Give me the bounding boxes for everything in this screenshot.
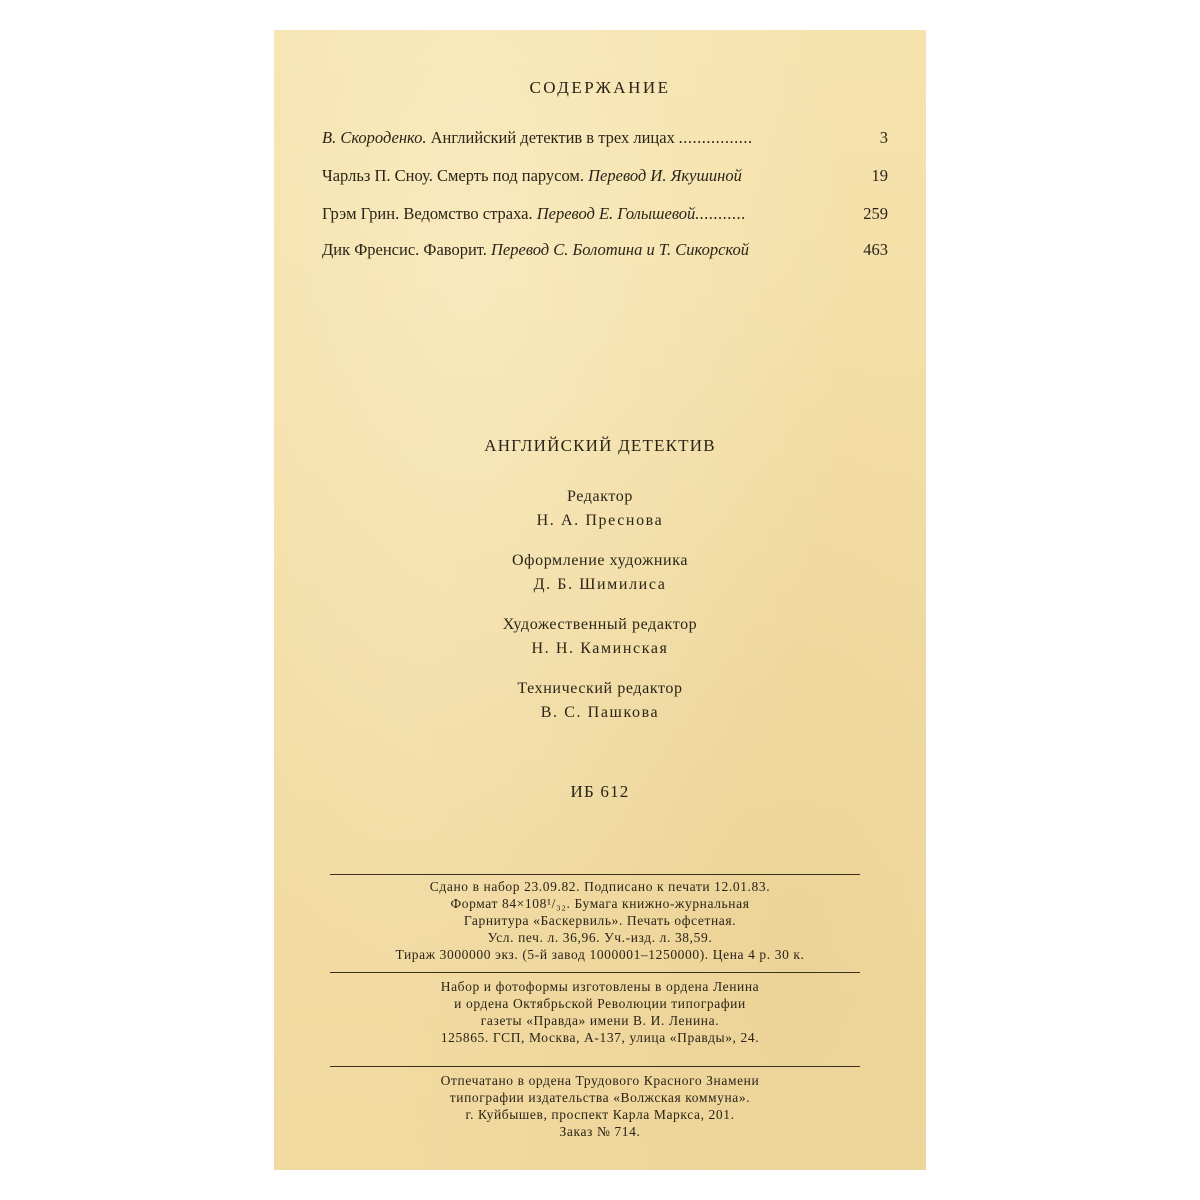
imprint-block-printing-data	[274, 878, 926, 963]
contents-heading: СОДЕРЖАНИЕ	[529, 78, 671, 97]
imprint-line: газеты «Правда» имени В. И. Ленина.	[480, 1013, 720, 1028]
toc-leader: ................	[678, 128, 753, 147]
credit-role: Технический редактор	[517, 680, 683, 697]
book-page	[274, 30, 926, 1170]
credit-role: Редактор	[567, 488, 633, 505]
imprint-block-typesetting	[274, 978, 926, 1046]
toc-page-number: 463	[863, 240, 888, 259]
toc-translator: Перевод И. Якушиной	[588, 166, 742, 185]
imprint-line: г. Куйбышев, проспект Карла Маркса, 201.	[465, 1107, 735, 1122]
toc-title: Ведомство страха.	[403, 204, 533, 223]
toc-leader: ...........	[695, 204, 747, 223]
book-title: АНГЛИЙСКИЙ ДЕТЕКТИВ	[484, 436, 716, 455]
imprint-line: Набор и фотоформы изготовлены в ордена Ленина	[440, 979, 760, 994]
imprint-line: Заказ № 714.	[559, 1124, 641, 1139]
toc-author: В. Скороденко.	[322, 128, 427, 147]
imprint-line: Гарнитура «Баскервиль». Печать офсетная.	[463, 913, 737, 928]
toc-author: Чарльз П. Сноу.	[322, 166, 433, 185]
toc-entry	[322, 204, 888, 228]
imprint-line: и ордена Октябрьской Революции типографии	[454, 996, 746, 1011]
toc-title: Смерть под парусом.	[436, 166, 585, 185]
divider	[330, 874, 860, 875]
toc-title: Фаворит.	[423, 240, 487, 259]
toc-author: Грэм Грин.	[322, 204, 400, 223]
credit-name: Д. Б. Шимилиса	[533, 576, 667, 593]
imprint-line: Тираж 3000000 экз. (5-й завод 1000001–1250000). Цена 4 р. 30 к.	[395, 947, 805, 962]
ib-number: ИБ 612	[570, 782, 630, 801]
divider	[330, 972, 860, 973]
toc-page-number: 259	[863, 204, 888, 223]
toc-page-number: 3	[879, 128, 888, 147]
credit-name: В. С. Пашкова	[540, 704, 660, 721]
imprint-line: Отпечатано в ордена Трудового Красного Знамени	[440, 1073, 760, 1088]
toc-translator: Перевод С. Болотина и Т. Сикорской	[491, 240, 749, 259]
credit-role: Художественный редактор	[502, 616, 698, 633]
toc-page-number: 19	[871, 166, 888, 185]
toc-title: Английский детектив в трех лицах	[430, 128, 675, 147]
credit-name: Н. А. Преснова	[536, 512, 664, 529]
credit-name: Н. Н. Каминская	[531, 640, 669, 657]
toc-entry	[322, 128, 888, 152]
toc-entry	[322, 166, 888, 190]
toc-author: Дик Френсис.	[322, 240, 420, 259]
toc-entry	[322, 240, 888, 264]
imprint-line: Сдано в набор 23.09.82. Подписано к печати 12.01.83.	[429, 879, 771, 894]
credit-role: Оформление художника	[511, 552, 689, 569]
imprint-line: 125865. ГСП, Москва, А-137, улица «Правды», 24.	[440, 1030, 760, 1045]
imprint-line: Усл. печ. л. 36,96. Уч.-изд. л. 38,59.	[487, 930, 713, 945]
imprint-line: типографии издательства «Волжская коммуна».	[449, 1090, 751, 1105]
imprint-line: Формат 84×108¹/₃₂. Бумага книжно-журнальная	[450, 896, 750, 911]
divider	[330, 1066, 860, 1067]
imprint-block-printer	[274, 1072, 926, 1140]
toc-translator: Перевод Е. Голышевой	[536, 204, 696, 223]
